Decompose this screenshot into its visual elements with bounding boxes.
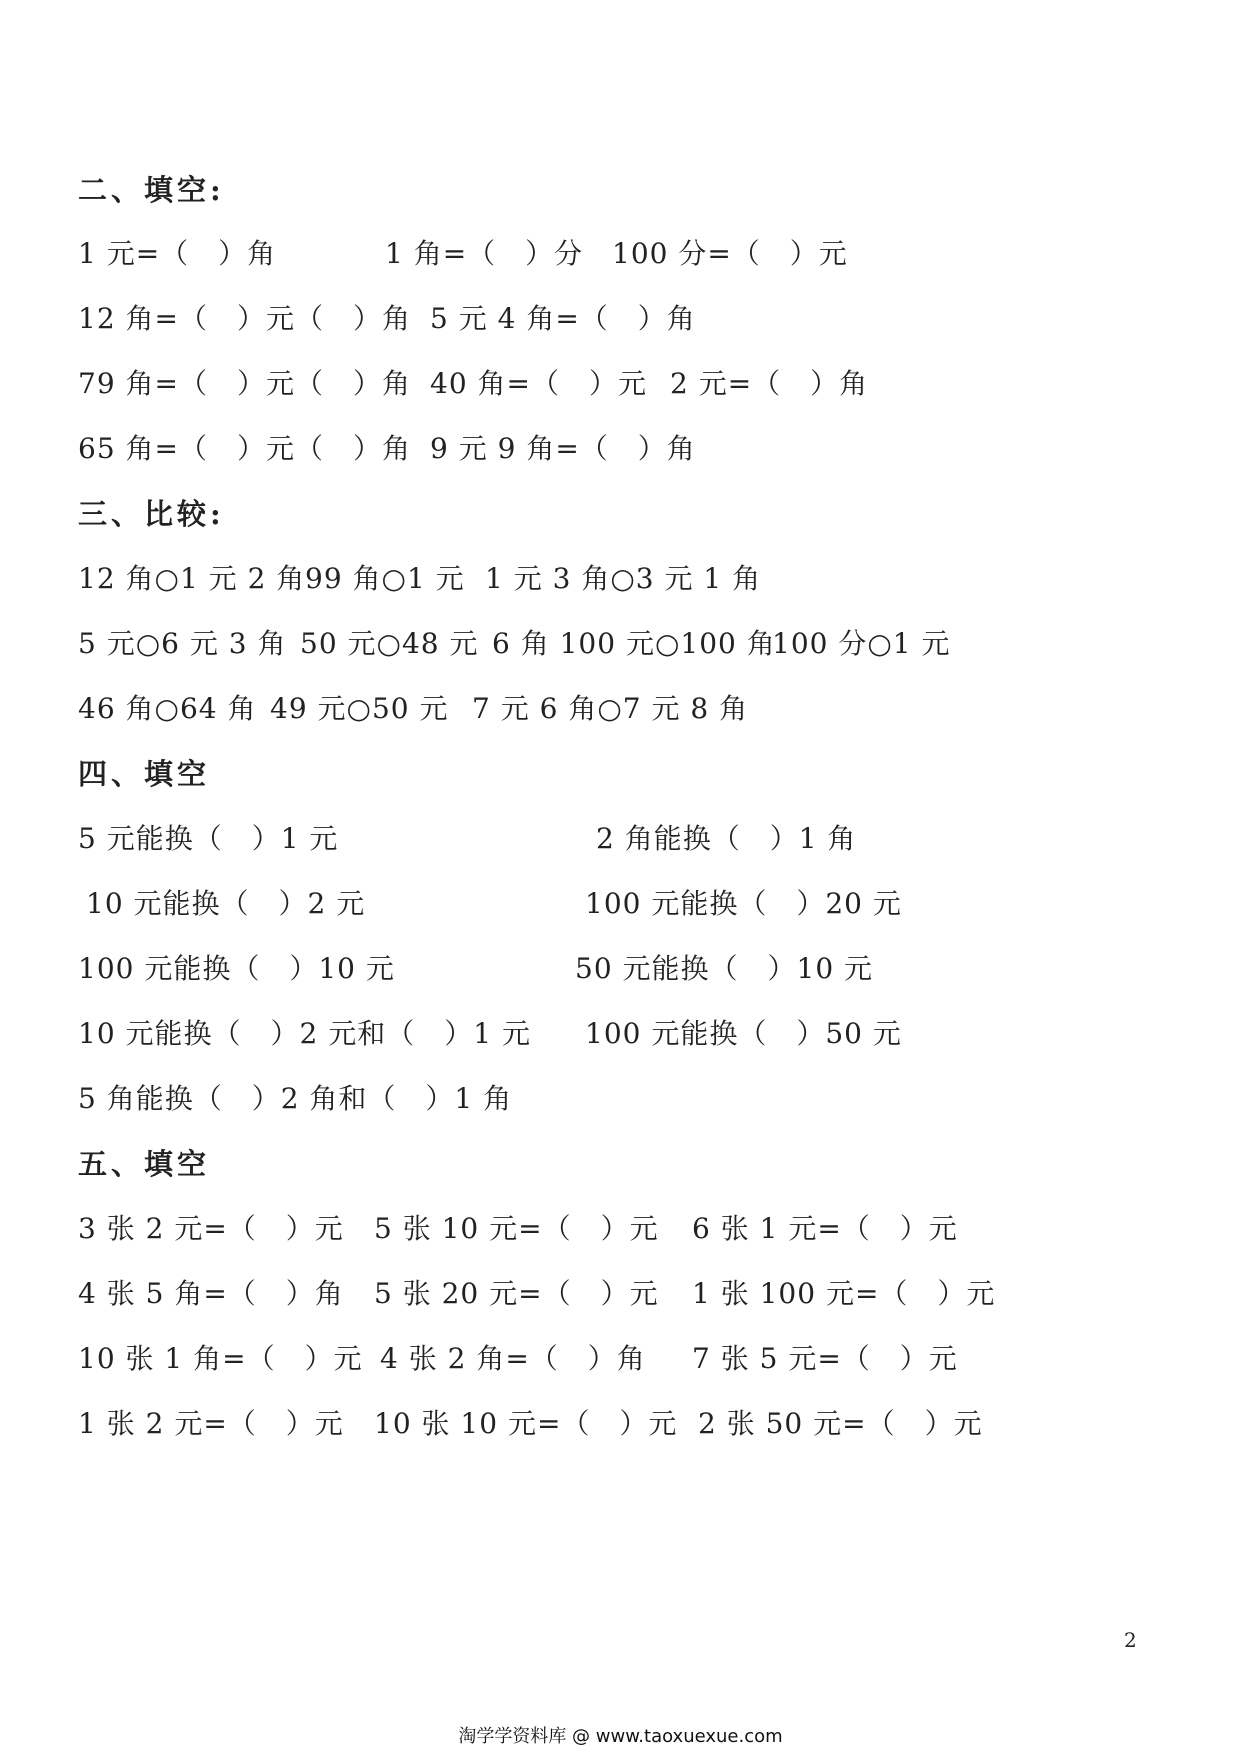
- question-item: 5 角能换（ ）2 角和（ ）1 角: [78, 1082, 513, 1115]
- question-item: 46 角○64 角: [78, 692, 257, 725]
- question-item: 100 分○1 元: [772, 627, 951, 660]
- question-item: 100 元能换（ ）50 元: [585, 1017, 902, 1050]
- question-item: 50 元○48 元: [300, 627, 479, 660]
- question-item: 10 元能换（ ）2 元和（ ）1 元: [78, 1017, 531, 1050]
- question-item: 1 张 100 元=（ ）元: [692, 1277, 996, 1310]
- footer-watermark: 淘学学资料库 @ www.taoxuexue.com: [458, 1726, 783, 1747]
- question-item: 1 元=（ ）角: [78, 237, 277, 270]
- question-item: 10 元能换（ ）2 元: [86, 887, 366, 920]
- section-title-fill-blank-5: 五、填空: [78, 1147, 211, 1181]
- question-item: 12 角=（ ）元（ ）角: [78, 302, 411, 335]
- question-item: 40 角=（ ）元: [430, 367, 647, 400]
- question-item: 5 元○6 元 3 角: [78, 627, 287, 660]
- question-item: 1 张 2 元=（ ）元: [78, 1407, 344, 1440]
- page-number: 2: [1124, 1628, 1137, 1652]
- question-item: 1 角=（ ）分: [385, 237, 584, 270]
- question-item: 4 张 5 角=（ ）角: [78, 1277, 344, 1310]
- question-item: 2 元=（ ）角: [670, 367, 869, 400]
- question-item: 4 张 2 角=（ ）角: [380, 1342, 646, 1375]
- question-item: 7 元 6 角○7 元 8 角: [472, 692, 749, 725]
- question-item: 2 角能换（ ）1 角: [596, 822, 857, 855]
- question-item: 100 元能换（ ）10 元: [78, 952, 395, 985]
- question-item: 12 角○1 元 2 角: [78, 562, 306, 595]
- question-item: 6 张 1 元=（ ）元: [692, 1212, 958, 1245]
- question-item: 10 张 10 元=（ ）元: [374, 1407, 678, 1440]
- question-item: 5 元能换（ ）1 元: [78, 822, 339, 855]
- question-item: 2 张 50 元=（ ）元: [698, 1407, 983, 1440]
- question-item: 7 张 5 元=（ ）元: [692, 1342, 958, 1375]
- question-item: 79 角=（ ）元（ ）角: [78, 367, 411, 400]
- question-item: 100 分=（ ）元: [612, 237, 848, 270]
- question-item: 9 元 9 角=（ ）角: [430, 432, 696, 465]
- question-item: 5 张 20 元=（ ）元: [374, 1277, 659, 1310]
- question-item: 1 元 3 角○3 元 1 角: [485, 562, 762, 595]
- question-item: 10 张 1 角=（ ）元: [78, 1342, 363, 1375]
- question-item: 5 元 4 角=（ ）角: [430, 302, 696, 335]
- question-item: 99 角○1 元: [305, 562, 465, 595]
- question-item: 6 角 100 元○100 角: [492, 627, 776, 660]
- question-item: 5 张 10 元=（ ）元: [374, 1212, 659, 1245]
- question-item: 100 元能换（ ）20 元: [585, 887, 902, 920]
- question-item: 3 张 2 元=（ ）元: [78, 1212, 344, 1245]
- section-title-fill-blank-2: 二、填空:: [78, 173, 225, 207]
- question-item: 50 元能换（ ）10 元: [575, 952, 874, 985]
- section-title-compare: 三、比较:: [78, 497, 225, 531]
- question-item: 65 角=（ ）元（ ）角: [78, 432, 411, 465]
- question-item: 49 元○50 元: [270, 692, 449, 725]
- section-title-fill-blank-4: 四、填空: [78, 757, 211, 791]
